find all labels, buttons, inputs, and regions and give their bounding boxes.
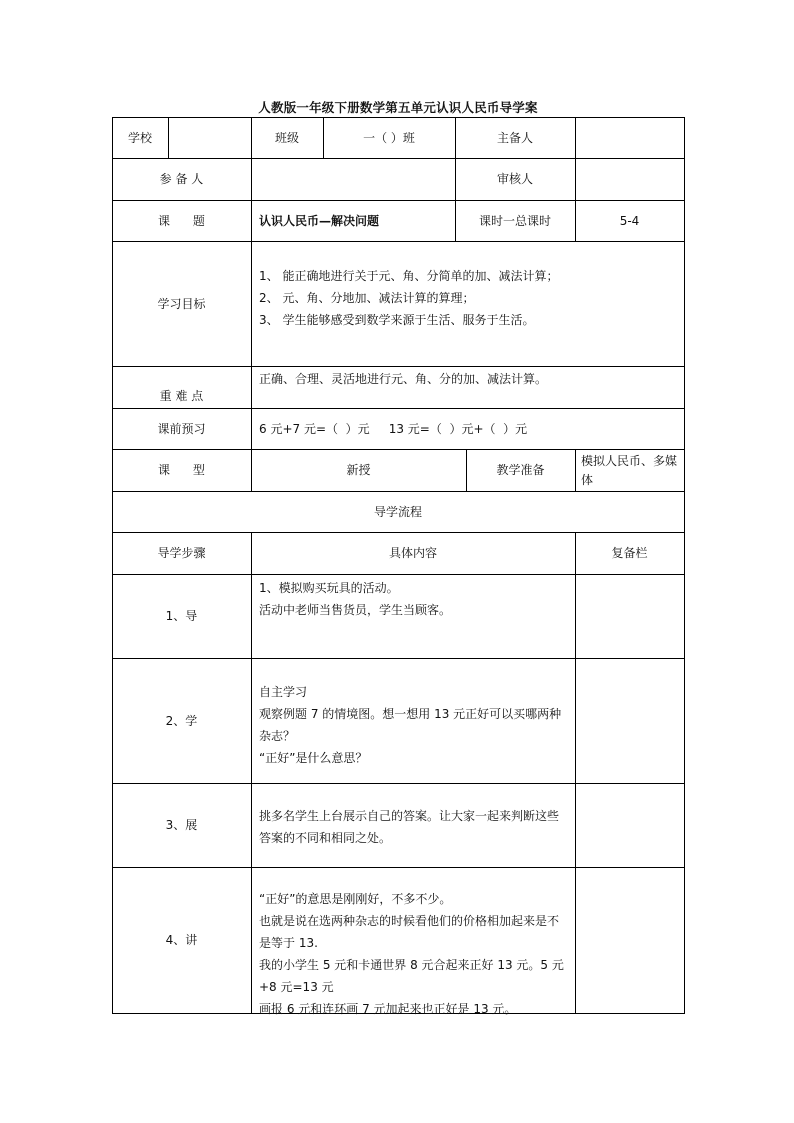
step-line: 也就是说在选两种杂志的时候看他们的价格相加起来是不是等于 13. <box>259 914 560 950</box>
content-column-header: 具体内容 <box>388 546 437 560</box>
step-notes-field[interactable] <box>575 574 684 658</box>
step-line: 观察例题 7 的情境图。想一想用 13 元正好可以买哪两种杂志？ <box>259 707 562 743</box>
class-field[interactable]: 一（ ）班 <box>363 130 415 145</box>
reviewer-field[interactable] <box>575 158 684 200</box>
step-line: 我的小学生 5 元和卡通世界 8 元合起来正好 13 元。5 元+8 元=13 元 <box>259 958 564 994</box>
step-label: 1、导 <box>165 609 198 623</box>
step-content <box>251 678 575 772</box>
preview-value: 6 元+7 元=（ ）元 13 元=（ ）元+（ ）元 <box>259 421 528 436</box>
notes-column-header: 复备栏 <box>611 546 648 560</box>
step-label: 3、展 <box>165 818 198 832</box>
teaching-prep-value: 模拟人民币、多媒体 <box>581 454 678 487</box>
process-title: 导学流程 <box>373 504 422 519</box>
step-label: 2、学 <box>165 713 198 728</box>
step-line: “正好”的意思是刚刚好，不多不少。 <box>259 892 452 906</box>
class-label: 班级 <box>274 130 299 145</box>
step-content <box>251 802 575 852</box>
step-line: “正好”是什么意思？ <box>259 751 368 765</box>
lesson-hours-value: 5-4 <box>619 213 640 228</box>
participants-field[interactable] <box>251 158 455 200</box>
key-points-label: 重 难 点 <box>159 389 204 403</box>
step-label: 4、讲 <box>165 933 198 947</box>
prep-teacher-label: 主备人 <box>496 130 533 145</box>
step-content <box>251 885 575 1023</box>
step-notes-field[interactable] <box>575 867 684 1013</box>
lesson-type-value: 新授 <box>346 463 371 477</box>
participants-label: 参 备 人 <box>159 172 204 186</box>
school-label: 学校 <box>127 130 152 145</box>
goals-label: 学习目标 <box>157 296 206 311</box>
key-points-value: 正确、合理、灵活地进行元、角、分的加、减法计算。 <box>259 372 548 386</box>
step-column-header: 导学步骤 <box>157 546 206 560</box>
prep-teacher-field[interactable] <box>575 117 684 158</box>
step-line: 活动中老师当售货员，学生当顾客。 <box>259 603 452 617</box>
goals-list <box>251 262 684 334</box>
reviewer-label: 审核人 <box>496 172 533 186</box>
step-line: 画报 6 元和连环画 7 元加起来也正好是 13 元。 <box>259 1002 517 1016</box>
teaching-prep-label: 教学准备 <box>496 463 545 477</box>
step-line: 1、模拟购买玩具的活动。 <box>259 581 399 595</box>
preview-label: 课前预习 <box>157 421 206 436</box>
school-field[interactable] <box>168 117 251 158</box>
goal-item: 2、 元、角、分地加、减法计算的算理； <box>259 291 475 305</box>
step-line: 挑多名学生上台展示自己的答案。让大家一起来判断这些答案的不同和相同之处。 <box>259 809 560 845</box>
goal-item: 1、 能正确地进行关于元、角、分简单的加、减法计算； <box>259 269 559 283</box>
step-notes-field[interactable] <box>575 783 684 867</box>
lesson-type-label: 课 型 <box>158 463 205 477</box>
lesson-hours-label: 课时一总课时 <box>478 213 551 228</box>
step-notes-field[interactable] <box>575 658 684 783</box>
goal-item: 3、 学生能够感受到数学来源于生活、服务于生活。 <box>259 313 535 327</box>
step-line: 自主学习 <box>259 685 308 699</box>
step-content <box>251 574 575 624</box>
topic-label: 课 题 <box>158 213 205 228</box>
topic-value: 认识人民币—解决问题 <box>259 213 380 228</box>
document-title: 人教版一年级下册数学第五单元认识人民币导学案 <box>258 100 538 115</box>
